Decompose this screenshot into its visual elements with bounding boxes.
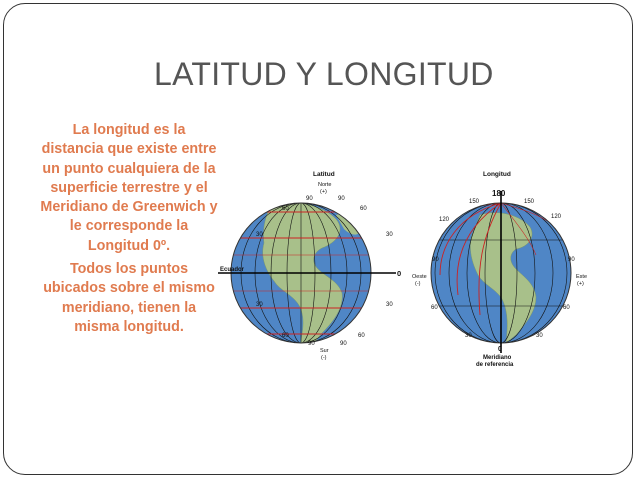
west-sign: (-)	[415, 281, 421, 287]
paragraph-same-meridian: Todos los puntos ubicados sobre el mismo meridiano, tienen la misma longitud.	[43, 261, 215, 335]
lat-s90-b: 90	[340, 341, 347, 347]
east-label: Este	[576, 274, 588, 280]
equator-label: Ecuador	[220, 267, 245, 273]
lat-s90-a: 90	[308, 341, 315, 347]
south-label: Sur	[320, 348, 329, 354]
latitude-title: Latitud	[313, 171, 335, 178]
lon-w30: 30	[465, 333, 472, 339]
lon-e120: 120	[551, 214, 562, 220]
longitude-title: Longitud	[483, 171, 511, 178]
latitude-longitude-figure	[218, 171, 598, 375]
lon-w60: 60	[431, 305, 438, 311]
lon-w150: 150	[469, 199, 480, 205]
lat-s30-a: 30	[256, 302, 263, 308]
latitude-globe	[218, 171, 401, 361]
longitude-globe	[412, 171, 587, 368]
equator-zero: 0	[397, 269, 402, 278]
meridian-label-1: Meridiano	[483, 355, 512, 361]
longitude-zero: 0	[498, 346, 502, 353]
lon-e60: 60	[563, 305, 570, 311]
east-sign: (+)	[577, 281, 584, 287]
slide-body-text	[40, 121, 218, 341]
lat-n60-b: 60	[360, 206, 367, 212]
lat-s60-b: 60	[358, 333, 365, 339]
lat-n60-a: 60	[282, 206, 289, 212]
lat-s60-a: 60	[282, 333, 289, 339]
longitude-180: 180	[492, 189, 506, 198]
paragraph-longitude-definition: La longitud es la distancia que existe entre un punto cualquiera de la superficie terrestre y el Meridiano de Greenwich y le corresponde la Longitud 0º.	[40, 122, 218, 254]
lat-s30-b: 30	[386, 302, 393, 308]
lon-w120: 120	[439, 217, 450, 223]
meridian-label-2: de referencia	[476, 362, 514, 368]
slide-title: LATITUD Y LONGITUD	[154, 56, 494, 92]
lat-n90-b: 90	[338, 196, 345, 202]
lon-e90: 90	[568, 257, 575, 263]
west-label: Oeste	[412, 274, 427, 280]
lat-n30-a: 30	[256, 232, 263, 238]
lat-n90-a: 90	[306, 196, 313, 202]
lon-w90: 90	[432, 257, 439, 263]
lon-e30: 30	[536, 333, 543, 339]
north-label: Norte	[318, 182, 332, 188]
lon-e150: 150	[524, 199, 535, 205]
south-sign: (-)	[321, 355, 327, 361]
lat-n30-b: 30	[386, 232, 393, 238]
north-sign: (+)	[320, 189, 327, 195]
